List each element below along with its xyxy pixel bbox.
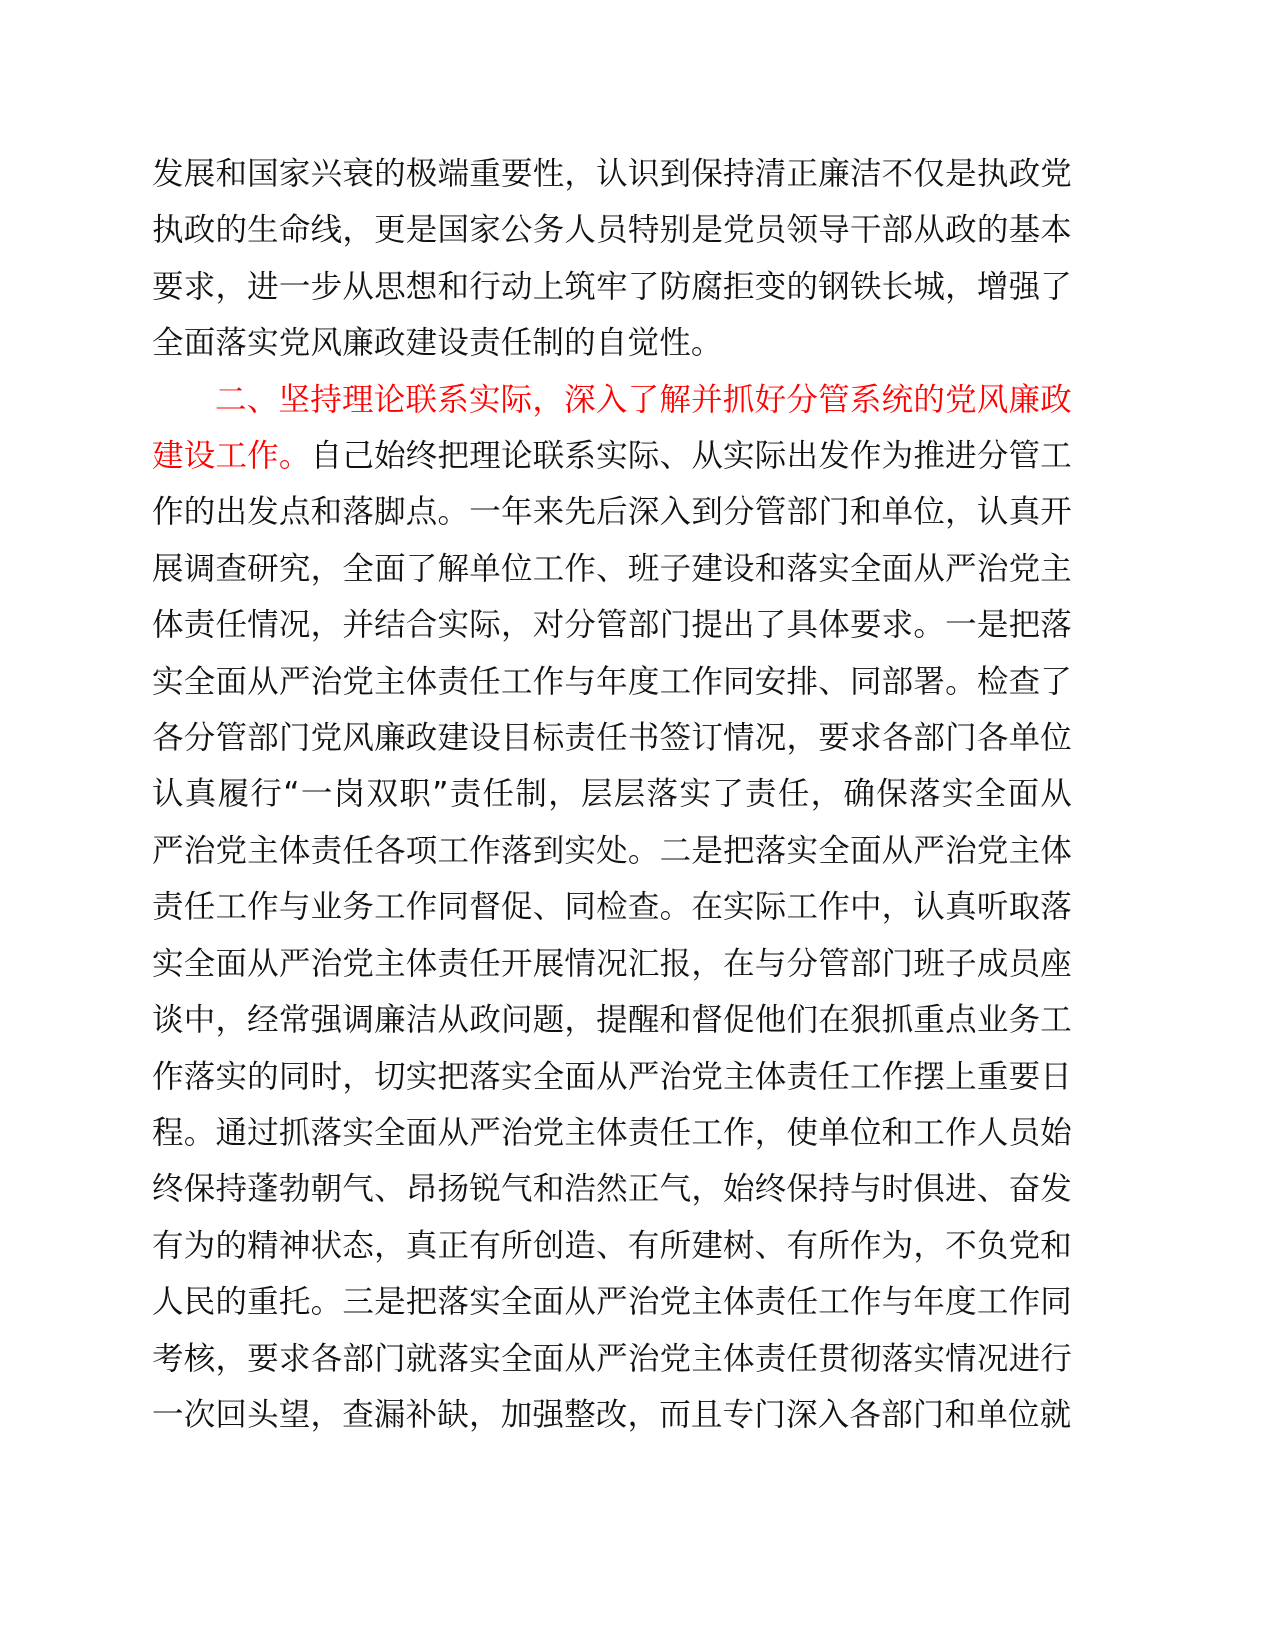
paragraph-section-two	[152, 372, 1072, 1444]
section-body: 自己始终把理论联系实际、从实际出发作为推进分管工作的出发点和落脚点。一年来先后深入到分管部门和单位，认真开展调查研究，全面了解单位工作、班子建设和落实全面从严治党主体责任情况，并结合实际，对分管部门提出了具体要求。一是把落实全面从严治党主体责任工作与年度工作同安排、同部署。检查了各分管部门党风廉政建设目标责任书签订情况，要求各部门各单位认真履行“一岗双职”责任制，层层落实了责任，确保落实全面从严治党主体责任各项工作落到实处。二是把落实全面从严治党主体责任工作与业务工作同督促、同检查。在实际工作中，认真听取落实全面从严治党主体责任开展情况汇报，在与分管部门班子成员座谈中，经常强调廉洁从政问题，提醒和督促他们在狠抓重点业务工作落实的同时，切实把落实全面从严治党主体责任工作摆上重要日程。通过抓落实全面从严治党主体责任工作，使单位和工作人员始终保持蓬勃朝气、昂扬锐气和浩然正气，始终保持与时俱进、奋发有为的精神状态，真正有所创造、有所建树、有所作为，不负党和人民的重托。三是把落实全面从严治党主体责任工作与年度工作同考核，要求各部门就落实全面从严治党主体责任贯彻落实情况进行一次回头望，查漏补缺，加强整改，而且专门深入各部门和单位就	[152, 438, 1072, 1433]
document-page	[152, 146, 1072, 1443]
paragraph-continuation: 发展和国家兴衰的极端重要性，认识到保持清正廉洁不仅是执政党执政的生命线，更是国家公务人员特别是党员领导干部从政的基本要求，进一步从思想和行动上筑牢了防腐拒变的钢铁长城，增强了全面落实党风廉政建设责任制的自觉性。	[152, 156, 1072, 362]
section-heading: 二、坚持理论联系实际，深入了解并抓好分管系统的党风廉政建设工作。	[152, 381, 1072, 475]
